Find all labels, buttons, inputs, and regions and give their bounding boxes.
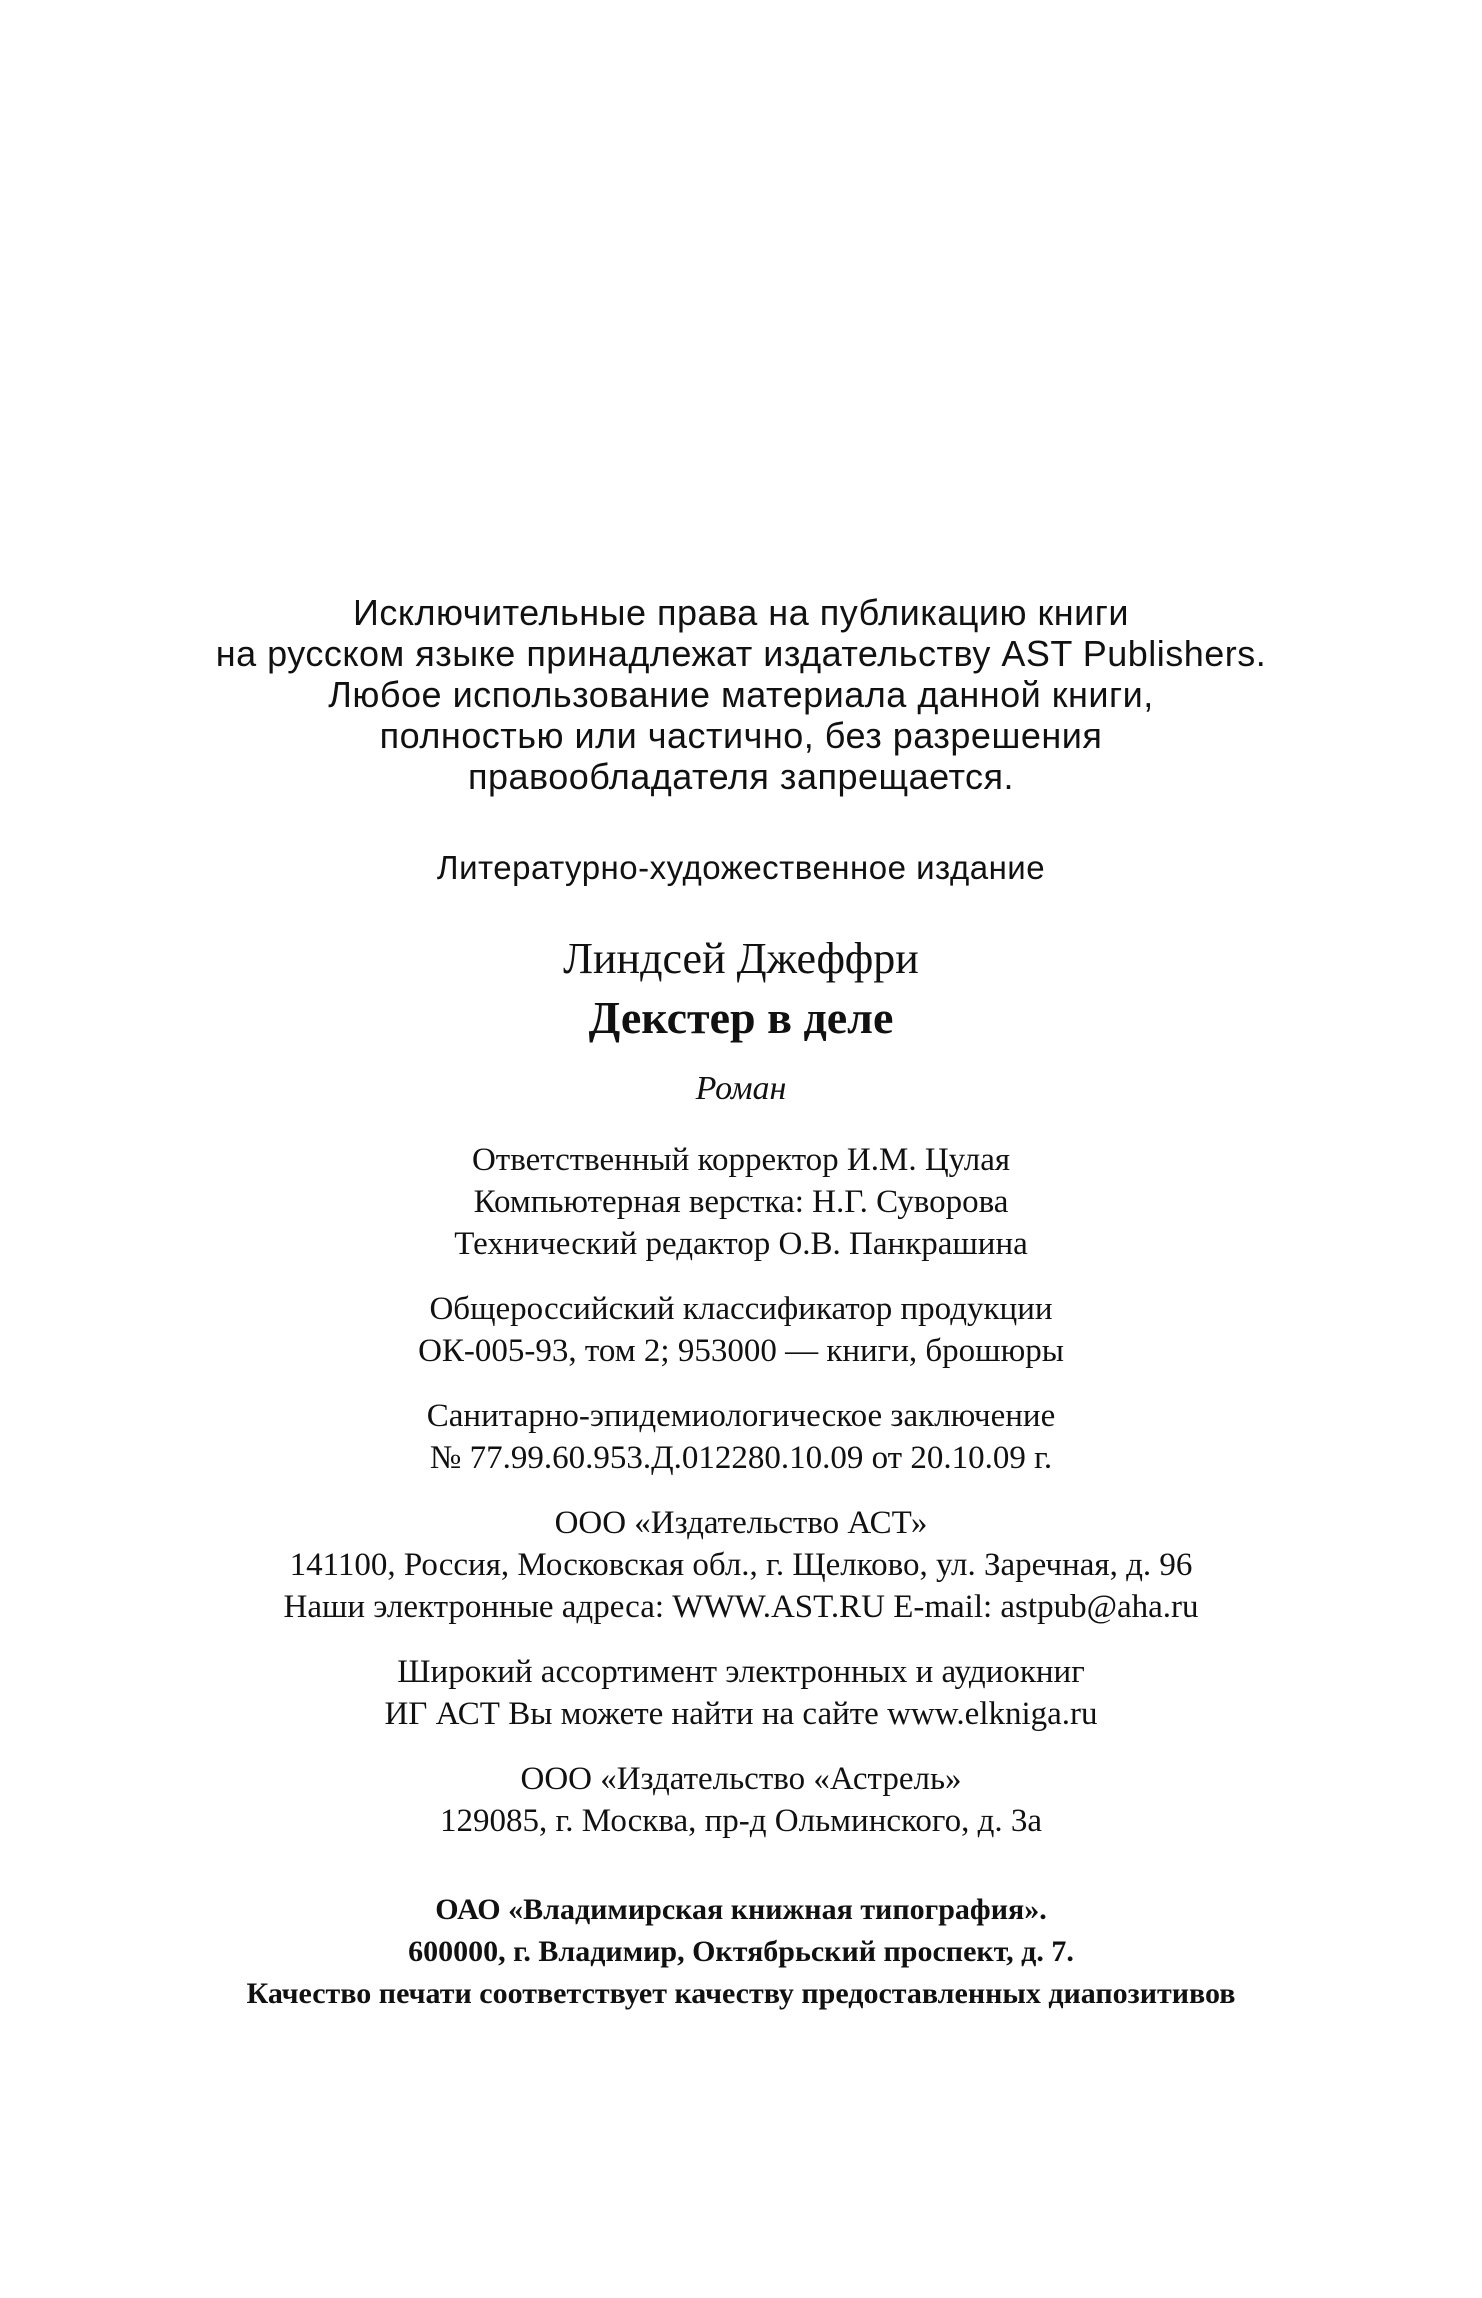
- rights-notice-line-3: Любое использование материала данной книги,: [328, 674, 1154, 715]
- publisher-astrel-address: 129085, г. Москва, пр-д Ольминского, д. 3а: [439, 1803, 1043, 1839]
- printer-line-3: Качество печати соответствует качеству предоставленных диапозитивов: [246, 1977, 1236, 2010]
- book-title: Декстер в деле: [588, 992, 894, 1043]
- printer-line-2: 600000, г. Владимир, Октябрьский проспект, д. 7.: [408, 1935, 1074, 1968]
- staff-line-3: Технический редактор О.В. Панкрашина: [454, 1226, 1028, 1262]
- sanitary-line-1: Санитарно-эпидемиологическое заключение: [426, 1398, 1056, 1434]
- classifier-line-1: Общероссийский классификатор продукции: [429, 1291, 1053, 1327]
- sanitary-line-2: № 77.99.60.953.Д.012280.10.09 от 20.10.09 г.: [429, 1440, 1053, 1476]
- book-type: Роман: [695, 1070, 787, 1107]
- classifier-line-2: ОК-005-93, том 2; 953000 — книги, брошюры: [418, 1333, 1064, 1369]
- ebooks-line-2: ИГ АСТ Вы можете найти на сайте www.elkniga.ru: [384, 1696, 1098, 1732]
- printer-line-1: ОАО «Владимирская книжная типография».: [435, 1893, 1047, 1926]
- author-name: Линдсей Джеффри: [563, 934, 919, 983]
- publisher-astrel-name: ООО «Издательство «Астрель»: [520, 1761, 962, 1797]
- genre-label: Литературно-художественное издание: [436, 849, 1046, 886]
- rights-notice-line-5: правообладателя запрещается.: [467, 756, 1015, 797]
- rights-notice-line-4: полностью или частично, без разрешения: [379, 715, 1103, 756]
- ebooks-line-1: Широкий ассортимент электронных и аудиокниг: [397, 1654, 1085, 1690]
- rights-notice-line-2: на русском языке принадлежат издательству AST Publishers.: [215, 633, 1267, 674]
- publisher-ast-address: 141100, Россия, Московская обл., г. Щелково, ул. Заречная, д. 96: [289, 1547, 1193, 1583]
- rights-notice-line-1: Исключительные права на публикацию книги: [352, 592, 1130, 633]
- staff-line-1: Ответственный корректор И.М. Цулая: [471, 1142, 1011, 1178]
- publisher-ast-name: ООО «Издательство АСТ»: [554, 1505, 928, 1541]
- staff-line-2: Компьютерная верстка: Н.Г. Суворова: [473, 1184, 1009, 1220]
- publisher-ast-contacts: Наши электронные адреса: WWW.AST.RU E-mail: astpub@aha.ru: [283, 1589, 1199, 1625]
